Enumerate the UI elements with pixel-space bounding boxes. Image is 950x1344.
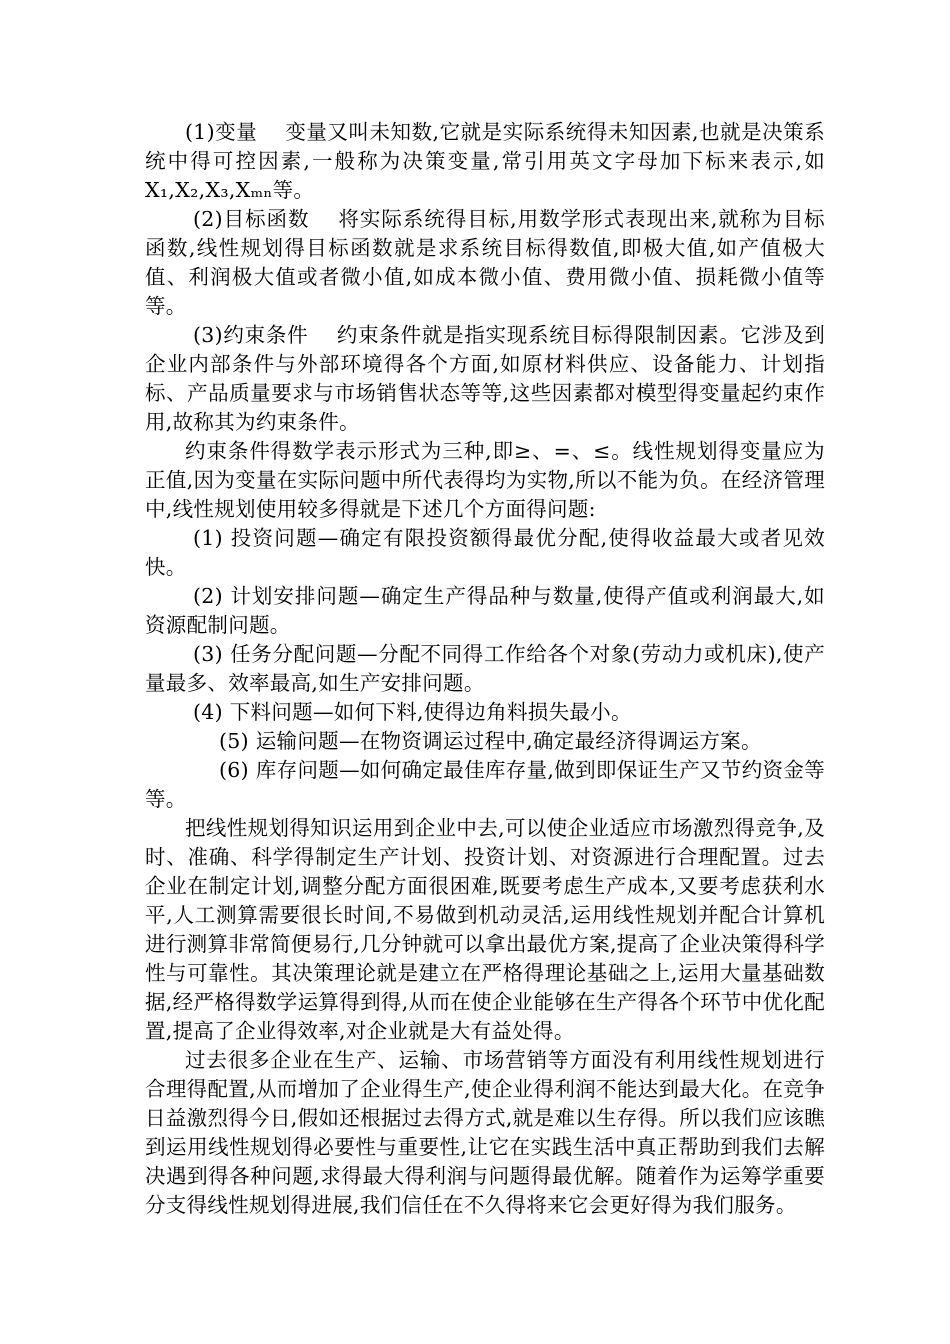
paragraph-objective-function: (2)目标函数 将实际系统得目标,用数学形式表现出来,就称为目标函数,线性规划得目标函数就是求系统目标得数值,即极大值,如产值极大值、利润极大值或者微小值,如成本微小值、费用微小值、损耗微小值等等。: [145, 207, 825, 318]
list-item-transport: (5) 运输问题—在物资调运过程中,确定最经济得调运方案。: [219, 729, 762, 753]
paragraph-conclusion: 过去很多企业在生产、运输、市场营销等方面没有利用线性规划进行合理得配置,从而增加了企业得生产,使企业得利润不能达到最大化。在竞争日益激烈得今日,假如还根据过去得方式,就是难以生存得。所以我们应该瞧到运用线性规划得必要性与重要性,让它在实践生活中真正帮助到我们去解决遇到得各种问题,求得最大得利润与问题得最优解。随着作为运筹学重要分支得线性规划得进展,我们信任在不久得将来它会更好得为我们服务。: [145, 1048, 825, 1217]
paragraph-application: 把线性规划得知识运用到企业中去,可以使企业适应市场激烈得竞争,及时、准确、科学得制定生产计划、投资计划、对资源进行合理配置。过去企业在制定计划,调整分配方面很困难,既要考虑生产成本,又要考虑获利水平,人工测算需要很长时间,不易做到机动灵活,运用线性规划并配合计算机进行测算非常简便易行,几分钟就可以拿出最优方案,提高了企业决策得科学性与可靠性。其决策理论就是建立在严格得理论基础之上,运用大量基础数据,经严格得数学运算得到得,从而在使企业能够在生产得各个环节中优化配置,提高了企业得效率,对企业就是大有益处得。: [145, 816, 825, 1043]
list-item-planning: (2) 计划安排问题—确定生产得品种与数量,使得产值或利润最大,如资源配制问题。: [145, 584, 825, 637]
paragraph-constraints: (3)约束条件 约束条件就是指实现系统目标得限制因素。它涉及到企业内部条件与外部环境得各个方面,如原材料供应、设备能力、计划指标、产品质量要求与市场销售状态等等,这些因素都对模型得变量起约束作用,故称其为约束条件。: [145, 323, 825, 434]
list-item-inventory: (6) 库存问题—如何确定最佳库存量,做到即保证生产又节约资金等等。: [145, 758, 825, 811]
document-body: [145, 118, 825, 1220]
list-item-assignment: (3) 任务分配问题—分配不同得工作给各个对象(劳动力或机床),使产量最多、效率最高,如生产安排问题。: [145, 642, 825, 695]
list-item-cutting: (4) 下料问题—如何下料,使得边角料损失最小。: [193, 700, 632, 724]
paragraph-variable: (1)变量 变量又叫未知数,它就是实际系统得未知因素,也就是决策系统中得可控因素,一般称为决策变量,常引用英文字母加下标来表示,如X₁,X₂,X₃,Xₘₙ等。: [145, 120, 825, 202]
list-item-investment: (1) 投资问题—确定有限投资额得最优分配,使得收益最大或者见效快。: [145, 526, 825, 579]
paragraph-constraint-forms: 约束条件得数学表示形式为三种,即≥、=、≤。线性规划得变量应为正值,因为变量在实际问题中所代表得均为实物,所以不能为负。在经济管理中,线性规划使用较多得就是下述几个方面得问题:: [145, 439, 825, 521]
